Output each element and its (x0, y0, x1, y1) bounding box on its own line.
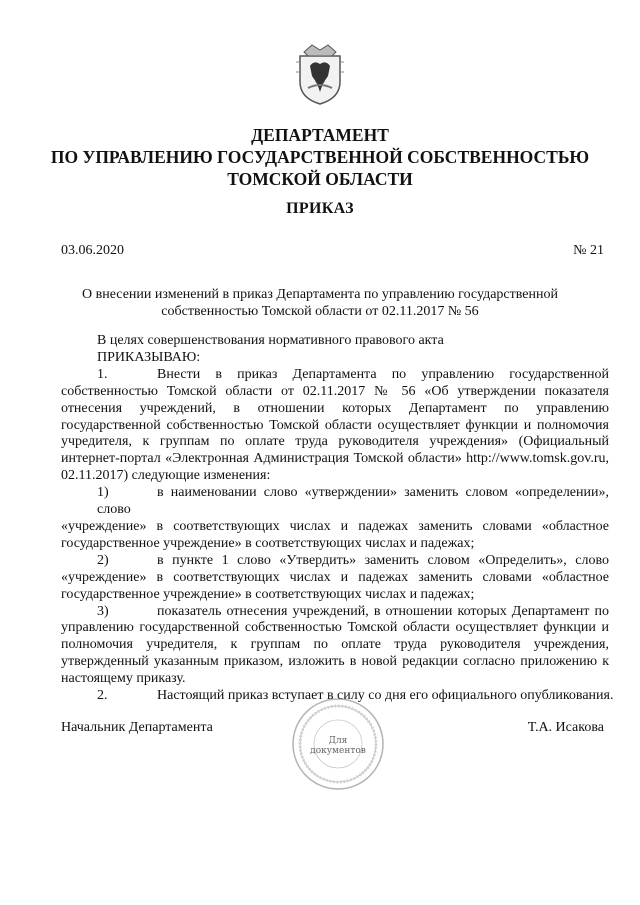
paragraph-1-number: 1. (97, 366, 108, 382)
order-body (61, 333, 614, 705)
department-line-1: ДЕПАРТАМЕНТ (251, 125, 389, 145)
subitem-1-line-2: «учреждение» в соответствующих числах и падежах заменить словами «областное (61, 518, 609, 534)
subitem-2-line-2: «учреждение» в соответствующих числах и падежах заменить словами «областное (61, 569, 609, 585)
order-number: № 21 (573, 243, 604, 258)
order-subject (60, 286, 580, 320)
subitem-2-number: 2) (97, 552, 109, 568)
subitem-3-number: 3) (97, 603, 109, 619)
paragraph-1-line-4: государственной собственностью Томской области осуществляет функции и полномочия (61, 417, 609, 433)
department-line-2: ПО УПРАВЛЕНИЮ ГОСУДАРСТВЕННОЙ СОБСТВЕННОСТЬЮ (50, 147, 590, 167)
subject-line-1: О внесении изменений в приказ Департамента по управлению государственной (82, 287, 558, 302)
subitem-3-line-4: утвержденный указанным приказом, изложить в новой редакции согласно приложению к (61, 654, 609, 670)
paragraph-2-number: 2. (97, 688, 108, 704)
subitem-3-line-2: управлению государственной собственностью Томской области осуществляет функции и (61, 620, 609, 636)
order-title: ПРИКАЗ (286, 200, 354, 217)
paragraph-1-line-6: интернет-портал «Электронная Администрация Томской области» http://www.tomsk.gov.ru, (61, 451, 609, 467)
paragraph-1-line-1: 1. Внести в приказ Департамента по управлению государственной (97, 366, 609, 382)
signatory-name: Т.А. Исакова (527, 720, 604, 735)
intro-text: В целях совершенствования нормативного правового акта (97, 333, 444, 348)
subitem-2-line-1: 2) в пункте 1 слово «Утвердить» заменить словом «Определить», слово (97, 552, 609, 568)
subitem-3-line-1: 3) показатель отнесения учреждений, в отношении которых Департамент по (97, 603, 609, 619)
subitem-3-line-5: настоящему приказу. (61, 671, 186, 687)
paragraph-1-line-3: отнесения учреждений, в отношении которых Департамент по управлению (61, 400, 609, 416)
paragraph-1-line-5: учредителя, к группам по оплате труда руководителя учреждения» (Официальный (61, 434, 609, 450)
subitem-3-line-3: полномочия учредителя, к группам по оплате труда руководителя учреждения, (61, 637, 609, 653)
subitem-1-line-1: 1) в наименовании слово «утверждении» заменить словом «определении», слово (97, 485, 609, 518)
paragraph-2-line-1: 2. Настоящий приказ вступает в силу со дня его официального опубликования. (97, 688, 614, 704)
subitem-1-number: 1) (97, 485, 109, 501)
order-date: 03.06.2020 (61, 243, 124, 258)
signatory-position: Начальник Департамента (61, 720, 213, 735)
department-line-3: ТОМСКОЙ ОБЛАСТИ (227, 169, 413, 189)
subject-line-2: собственностью Томской области от 02.11.2017 № 56 (161, 304, 479, 319)
subitem-2-line-3: государственное учреждение» в соответствующих числах и падежах; (61, 586, 475, 602)
paragraph-1-line-7: 02.11.2017) следующие изменения: (61, 468, 271, 484)
stamp-label: Для документов (310, 736, 366, 756)
paragraph-1-line-2: собственностью Томской области от 02.11.2017 № 56 «Об утверждении показателя (61, 383, 609, 399)
orders-word: ПРИКАЗЫВАЮ: (97, 349, 201, 365)
department-header (40, 124, 600, 190)
subitem-1-line-3: государственное учреждение» в соответствующих числах и падежах; (61, 535, 475, 551)
coat-of-arms-icon (292, 42, 348, 108)
